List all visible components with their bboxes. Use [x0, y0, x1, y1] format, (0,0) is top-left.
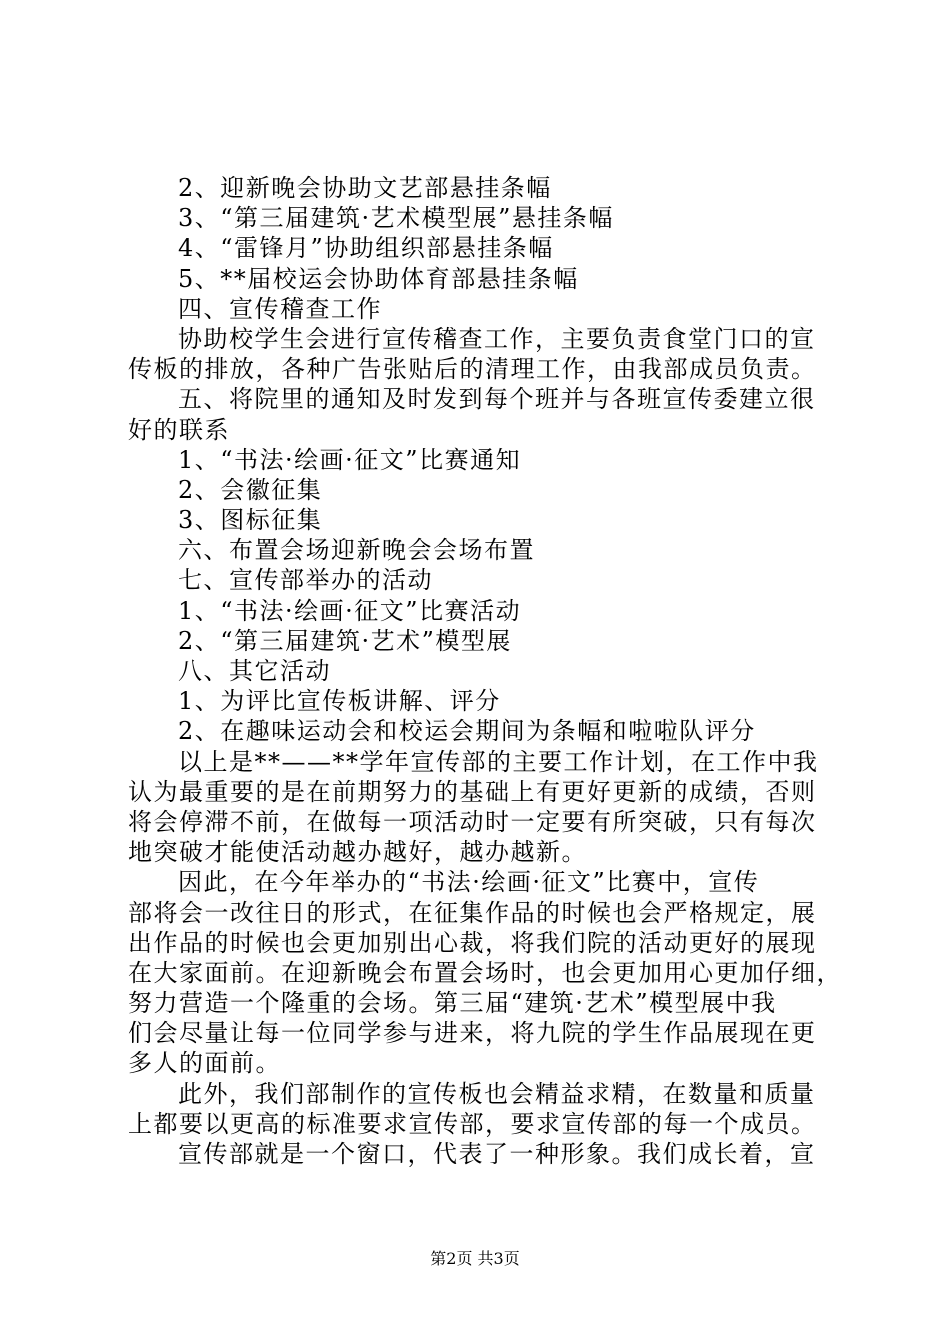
- list-item: 3、图标征集: [178, 506, 323, 535]
- list-item: 2、在趣味运动会和校运会期间为条幅和啦啦队评分: [178, 717, 756, 746]
- section-heading-continuation: 好的联系: [128, 415, 230, 444]
- list-item: 2、会徽征集: [178, 475, 323, 504]
- list-item: 1、为评比宣传板讲解、评分: [178, 687, 501, 716]
- paragraph-line: 此外，我们部制作的宣传板也会精益求精，在数量和质量: [178, 1079, 816, 1108]
- paragraph-line: 传板的排放，各种广告张贴后的清理工作，由我部成员负责。: [128, 355, 817, 384]
- paragraph-line: 地突破才能使活动越办越好，越办越新。: [128, 838, 587, 867]
- paragraph-line: 认为最重要的是在前期努力的基础上有更好更新的成绩，否则: [128, 777, 817, 806]
- list-item: 1、“书法·绘画·征文”比赛活动: [178, 596, 522, 625]
- paragraph-line: 宣传部就是一个窗口，代表了一种形象。我们成长着，宣: [178, 1140, 816, 1168]
- paragraph-line: 因此，在今年举办的“书法·绘画·征文”比赛中，宣传: [178, 868, 760, 897]
- list-item: 3、“第三届建筑·艺术模型展”悬挂条幅: [178, 204, 614, 233]
- page-number-footer: 第2页 共3页: [430, 1249, 520, 1268]
- section-heading: 八、其它活动: [178, 657, 331, 685]
- section-heading: 六、布置会场迎新晚会会场布置: [178, 536, 535, 565]
- list-item: 1、“书法·绘画·征文”比赛通知: [178, 445, 522, 474]
- section-heading: 四、宣传稽查工作: [178, 294, 382, 323]
- paragraph-line: 在大家面前。在迎新晚会布置会场时，也会更加用心更加仔细，: [128, 958, 842, 987]
- paragraph-line: 们会尽量让每一位同学参与进来，将九院的学生作品展现在更: [128, 1019, 817, 1048]
- paragraph-line: 协助校学生会进行宣传稽查工作，主要负责食堂门口的宣: [178, 324, 816, 353]
- paragraph-line: 部将会一改往日的形式，在征集作品的时候也会严格规定，展: [128, 898, 817, 927]
- paragraph-line: 多人的面前。: [128, 1049, 281, 1078]
- document-body: [128, 173, 842, 1169]
- paragraph-line: 努力营造一个隆重的会场。第三届“建筑·艺术”模型展中我: [128, 989, 777, 1018]
- paragraph-line: 将会停滞不前，在做每一项活动时一定要有所突破，只有每次: [128, 807, 817, 836]
- paragraph-line: 上都要以更高的标准要求宣传部，要求宣传部的每一个成员。: [128, 1109, 817, 1138]
- paragraph-line: 出作品的时候也会更加别出心裁，将我们院的活动更好的展现: [128, 928, 817, 957]
- list-item: 2、“第三届建筑·艺术”模型展: [178, 626, 512, 655]
- section-heading: 七、宣传部举办的活动: [178, 566, 433, 595]
- paragraph-line: 以上是**——**学年宣传部的主要工作计划，在工作中我: [178, 747, 819, 776]
- section-heading: 五、将院里的通知及时发到每个班并与各班宣传委建立很: [178, 385, 816, 414]
- list-item: 2、迎新晚会协助文艺部悬挂条幅: [178, 174, 552, 202]
- list-item: 4、“雷锋月”协助组织部悬挂条幅: [178, 234, 554, 263]
- list-item: 5、**届校运会协助体育部悬挂条幅: [178, 264, 579, 293]
